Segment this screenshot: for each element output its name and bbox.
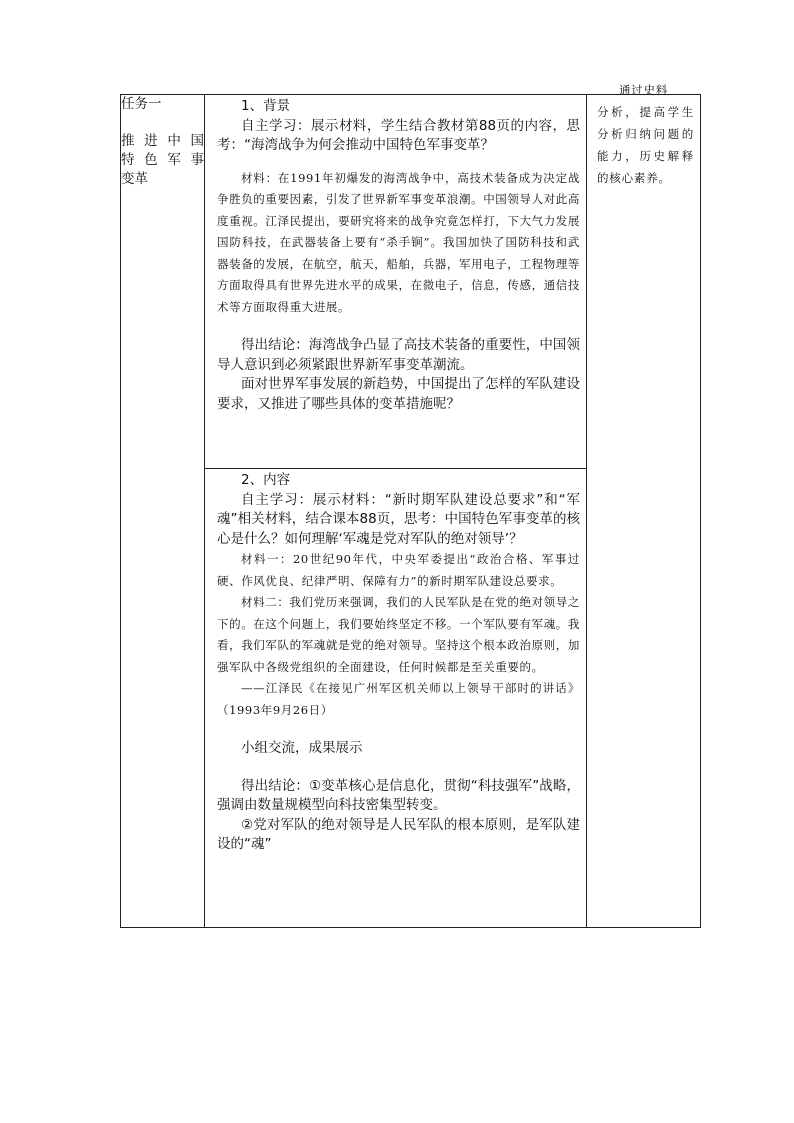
material-one-text: 材料一：20世纪90年代，中央军委提出“政治合格、军事过硬、作风优良、纪律严明、保障有力”的新时期军队建设总要求。 (217, 552, 580, 588)
task-title: 任务一 (121, 96, 162, 112)
group-activity-text: 小组交流，成果展示 (241, 740, 363, 756)
design-intent-rest: 分析，提高学生分析归纳问题的能力，历史解释的核心素养。 (597, 105, 694, 185)
material-text: 材料：在1991年初爆发的海湾战争中，高技术装备成为决定战争胜负的重要因素，引发了世界新军事变革浪潮。中国领导人对此高度重视。江泽民提出，要研究将来的战争究竟怎样打，下大气力发展国防科技，在武器装备上要有“杀手锏”。我国加快了国防科技和武器装备的发展，在航空，航天，船舶，兵器，军用电子，工程物理等方面取得具有世界先进水平的成果，在微电子，信息，传感，通信技术等方面取得重大进展。 (217, 170, 580, 314)
table-row (121, 95, 701, 469)
task-name-line: 变革 (121, 171, 148, 187)
design-intent-first: 通过史料 (619, 83, 669, 97)
task-name-line: 特色军事 (121, 152, 204, 168)
material-two-text: 材料二：我们党历来强调，我们的人民军队是在党的绝对领导之下的。在这个问题上，我们要始终坚定不移。一个军队要有军魂。我看，我们军队的军魂就是党的绝对领导。坚持这个根本政治原则，加强军队中各级党组织的全面建设，任何时候都是至关重要的。 (217, 595, 580, 674)
self-study-text: 自主学习：展示材料，学生结合教材第88页的内容，思考：“海湾战争为何会推动中国特色军事变革？ (217, 117, 580, 153)
section-heading: 1、背景 (241, 98, 291, 114)
background-cell (205, 95, 587, 469)
conclusion-text: ②党对军队的绝对领导是人民军队的根本原则，是军队建设的“魂” (217, 816, 580, 852)
source-citation: ——江泽民《在接见广州军区机关师以上领导干部时的讲话》（1993年9月26日） (217, 681, 580, 717)
task-name (121, 132, 204, 189)
conclusion-text: 得出结论：海湾战争凸显了高技术装备的重要性，中国领导人意识到必须紧跟世界新军事变革潮流。 (217, 337, 580, 373)
section-heading: 2、内容 (241, 472, 291, 488)
design-intent-text (587, 79, 700, 189)
conclusion-text: 得出结论：①变革核心是信息化，贯彻“科技强军”战略，强调由数量规模型向科技密集型转变。 (217, 777, 580, 813)
content-cell (205, 469, 587, 928)
question-text: 面对世界军事发展的新趋势，中国提出了怎样的军队建设要求，又推进了哪些具体的变革措施呢？ (217, 376, 580, 412)
lesson-plan-table (120, 83, 701, 928)
design-intent-cell (587, 83, 701, 928)
task-name-line: 推进中国 (121, 133, 204, 149)
task-cell (121, 95, 205, 928)
self-study-text: 自主学习：展示材料：“新时期军队建设总要求”和“军魂”相关材料，结合课本88页，思考：中国特色军事变革的核心是什么？如何理解‘军魂是党对军队的绝对领导’？ (217, 491, 580, 547)
